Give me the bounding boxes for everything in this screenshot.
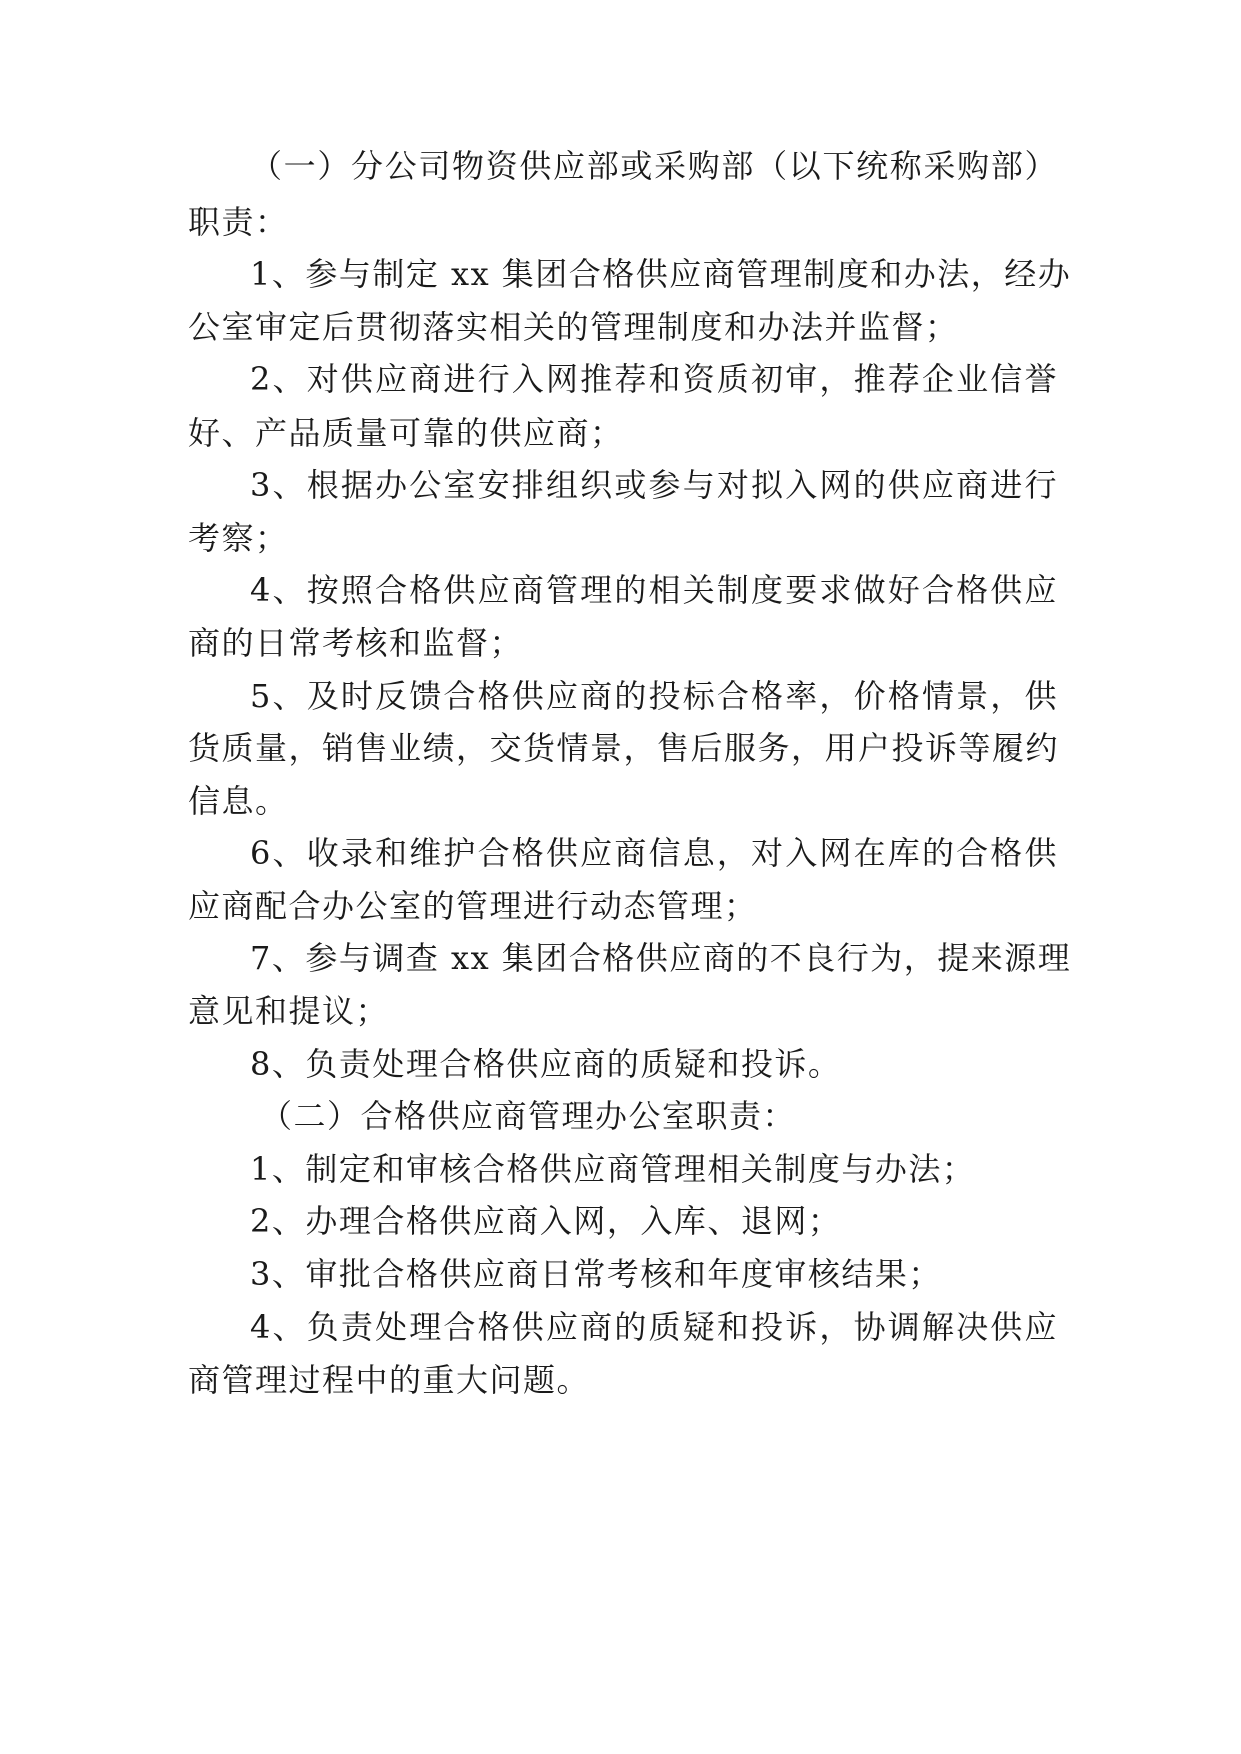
paragraph-line: 意见和提议； [188, 992, 390, 1030]
list-item-1-4: 4、按照合格供应商管理的相关制度要求做好合格供应 [250, 571, 1058, 609]
paragraph-line: 商管理过程中的重大问题。 [188, 1361, 591, 1399]
list-item-1-1: 1、参与制定 xx 集团合格供应商管理制度和办法，经办 [250, 255, 1072, 293]
paragraph-line: 考察； [188, 519, 289, 557]
paragraph-line: 信息。 [188, 782, 289, 820]
paragraph-line: 商的日常考核和监督； [188, 624, 524, 662]
list-item-1-8: 8、负责处理合格供应商的质疑和投诉。 [250, 1045, 842, 1083]
list-item-2-3: 3、审批合格供应商日常考核和年度审核结果； [250, 1255, 942, 1293]
list-item-2-2: 2、办理合格供应商入网，入库、退网； [250, 1202, 842, 1240]
paragraph-line: 应商配合办公室的管理进行动态管理； [188, 887, 758, 925]
list-item-2-1: 1、制定和审核合格供应商管理相关制度与办法； [250, 1150, 976, 1188]
list-item-1-2: 2、对供应商进行入网推荐和资质初审，推荐企业信誉 [250, 360, 1058, 398]
paragraph-line: 职责： [188, 203, 289, 241]
section-heading-2: （二）合格供应商管理办公室职责： [260, 1097, 797, 1135]
paragraph-line: 好、产品质量可靠的供应商； [188, 414, 624, 452]
list-item-2-4: 4、负责处理合格供应商的质疑和投诉，协调解决供应 [250, 1308, 1058, 1346]
section-heading-1: （一）分公司物资供应部或采购部（以下统称采购部） [250, 147, 1058, 185]
list-item-1-5: 5、及时反馈合格供应商的投标合格率，价格情景，供 [250, 677, 1058, 715]
paragraph-line: 货质量，销售业绩，交货情景，售后服务，用户投诉等履约 [188, 729, 1060, 767]
paragraph-line: 公室审定后贯彻落实相关的管理制度和办法并监督； [188, 308, 959, 346]
list-item-1-3: 3、根据办公室安排组织或参与对拟入网的供应商进行 [250, 466, 1058, 504]
list-item-1-7: 7、参与调查 xx 集团合格供应商的不良行为，提来源理 [250, 939, 1072, 977]
list-item-1-6: 6、收录和维护合格供应商信息，对入网在库的合格供 [250, 834, 1058, 872]
